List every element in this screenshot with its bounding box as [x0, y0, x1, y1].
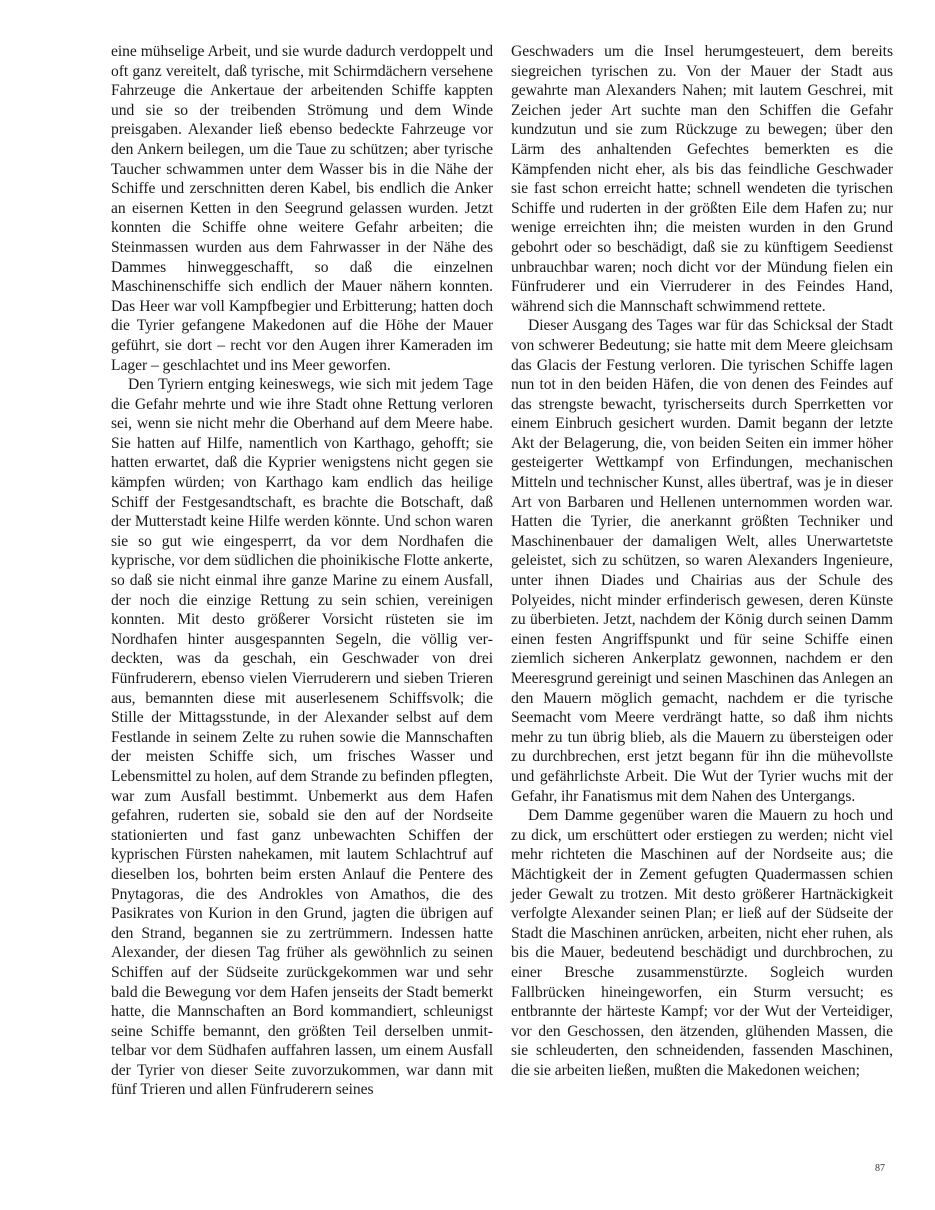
right-column: [511, 42, 893, 1080]
right-paragraph-3: Dem Damme gegenüber waren die Mauern zu hoch und zu dick, um erschüttert oder erstiegen zu werden; nicht viel mehr richteten die Maschinen auf der Nordseite aus; die Mächtigkeit der in Zement gefugten Quadermassen schien jeder Gewalt zu trotzen. Mit desto größerer Hartnäckigkeit verfolgte Alexander seinen Plan; er ließ auf der Südseite der Stadt die Maschinen anrücken, arbeiten, nicht eher ruhen, als bis die Mauer, bedeutend beschädigt und durchbrochen, zu einer Bresche zusammenstürzte. Sogleich wurden Fallbrücken hineingeworfen, ein Sturm versucht; es entbrannte der härteste Kampf; vor der Wut der Verteidiger, vor den Geschossen, den ätzenden, glühenden Massen, die sie schleuderten, den schneidenden, fassenden Maschinen, die sie arbeiten ließen, mußten die Makedonen weichen;: [511, 807, 893, 1079]
page-number: 87: [875, 1163, 885, 1174]
right-paragraph-1: Geschwaders um die Insel herumgesteuert, dem bereits siegreichen tyrischen zu. Von der Mauer der Stadt aus gewahrte man Alexanders Nahen; mit lautem Geschrei, mit Zeichen jeder Art suchte man den Schiffen die Gefahr kundzutun und sie zum Rückzuge zu bewegen; über den Lärm des anhaltenden Gefechtes bemerkten es die Kämpfenden nicht eher, als bis das feindliche Geschwader sie fast schon erreicht hatte; schnell wendeten die tyrischen Schiffe und ruderten in der größten Eile dem Hafen zu; nur wenige erreichten ihn; die meisten wurden in den Grund gebohrt oder so beschädigt, daß sie zu künftigem Seedienst unbrauchbar waren; noch dicht vor der Mündung fielen ein Fünfruderer und ein Vierruderer in des Feindes Hand, während sich die Mannschaft schwimmend rettete.: [511, 43, 893, 315]
left-paragraph-1: eine mühselige Arbeit, und sie wurde dadurch verdoppelt und oft ganz vereitelt, daß tyrische, mit Schirmdächern versehene Fahrzeuge die Ankertaue der arbeitenden Schiffe kappten und sie so der treibenden Strömung und dem Winde preisgaben. Alexander ließ ebenso bedeckte Fahrzeuge vor den Ankern beilegen, um die Taue zu schützen; aber tyrische Taucher schwammen unter dem Wasser bis in die Nähe der Schiffe und zerschnitten deren Kabel, bis endlich die Anker an eisernen Ketten in den Seegrund gelassen wurden. Jetzt konnten die Schiffe ohne weitere Gefahr arbeiten; die Steinmassen wurden aus dem Fahrwasser in der Nähe des Dammes hinweggeschafft, so daß die einzelnen Maschinenschiffe sich endlich der Mauer nähern konnten. Das Heer war voll Kampfbegier und Erbitterung; hatten doch die Tyrier gefangene Makedonen auf die Höhe der Mauer geführt, sie dort – recht vor den Augen ihrer Kameraden im Lager – geschlachtet und ins Meer geworfen.: [111, 43, 493, 374]
left-column: [111, 42, 493, 1100]
left-paragraph-2: Den Tyriern entging keineswegs, wie sich mit jedem Tage die Gefahr mehrte und wie ihre Stadt ohne Rettung verloren sei, wenn sie nicht mehr die Oberhand auf dem Meere habe. Sie hatten auf Hilfe, namentlich von Karthago, gehofft; sie hatten erwartet, daß die Kyprier wenigstens nicht gegen sie kämpfen würden; von Karthago kam endlich das heilige Schiff der Festgesandtschaft, es brachte die Botschaft, daß der Mutterstadt keine Hilfe werden könnte. Und schon waren sie so gut wie eingesperrt, da vor dem Nordhafen die kyprische, vor dem südlichen die phoinikische Flotte ankerte, so daß sie nicht einmal ihre ganze Marine zu einem Ausfall, der noch die einzige Rettung zu sein schien, vereinigen konnten. Mit desto größerer Vorsicht rüsteten sie im Nordhafen hinter ausgespannten Segeln, die völlig verdeckten, was da geschah, ein Geschwader von drei Fünfruderern, ebenso vielen Vierruderern und sieben Trieren aus, bemannten diese mit auserlesenem Schiffsvolk; die Stille der Mittagsstunde, in der Alexander selbst auf dem Festlande in seinem Zelte zu ruhen sowie die Mannschaften der meisten Schiffe sich, um frisches Wasser und Lebensmittel zu holen, auf dem Strande zu befinden pflegten, war zum Ausfall bestimmt. Unbemerkt aus dem Hafen gefahren, ruderten sie, sobald sie den auf der Nordseite stationierten und fast ganz unbewachten Schiffen der kyprischen Fürsten nahekamen, mit lautem Schlachtruf auf dieselben los, bohrten beim ersten Anlauf die Pentere des Pnytagoras, die des Androkles von Amathos, die des Pasikrates von Kurion in den Grund, jagten die übrigen auf den Strand, begannen sie zu zertrümmern. Indessen hatte Alexander, der diesen Tag früher als gewöhnlich zu seinen Schiffen auf der Südseite zurückgekommen war und sehr bald die Bewegung vor dem Hafen jenseits der Stadt bemerkt hatte, die Mannschaften an Bord kommandiert, schleunigst seine Schiffe bemannt, den größten Teil derselben unmittelbar vor dem Südhafen auffahren lassen, um einem Ausfall der Tyrier von dieser Seite zuvorzukommen, war dann mit fünf Trieren und allen Fünfruderern seines: [111, 376, 493, 1099]
right-paragraph-2: Dieser Ausgang des Tages war für das Schicksal der Stadt von schwerer Bedeutung; sie hatte mit dem Meere gleichsam das Glacis der Festung verloren. Die tyrischen Schiffe lagen nun tot in den beiden Häfen, die von denen des Feindes auf das strengste bewacht, tyrischerseits durch Sperrketten vor einem Einbruch gesichert wurden. Damit begann der letzte Akt der Belagerung, die, von beiden Seiten ein immer höher gesteigerter Wettkampf von Erfindungen, mechanischen Mitteln und technischer Kunst, alles übertraf, was je in dieser Art von Barbaren und Hellenen unternommen worden war. Hatten die Tyrier, die anerkannt größten Techniker und Maschinenbauer der damaligen Welt, alles Unerwartetste geleistet, sich zu schützen, so waren Alexanders Ingenieure, unter ihnen Diades und Chairias aus der Schule des Polyeides, nicht minder erfinderisch gewesen, deren Künste zu überbieten. Jetzt, nachdem der König durch seinen Damm einen festen Angriffspunkt und für seine Schiffe einen ziemlich sicheren Ankerplatz gewonnen, nachdem er den Meeresgrund gereinigt und seinen Maschinen das Anlegen an den Mauern möglich gemacht, nachdem er die tyrische Seemacht vom Meere verdrängt hatte, so daß ihm nichts mehr zu tun übrig blieb, als die Mauern zu übersteigen oder zu durchbrechen, erst jetzt begann für ihn die mühevollste und gefährlichste Arbeit. Die Wut der Tyrier wuchs mit der Gefahr, ihr Fanatismus mit dem Nahen des Untergangs.: [511, 317, 893, 805]
